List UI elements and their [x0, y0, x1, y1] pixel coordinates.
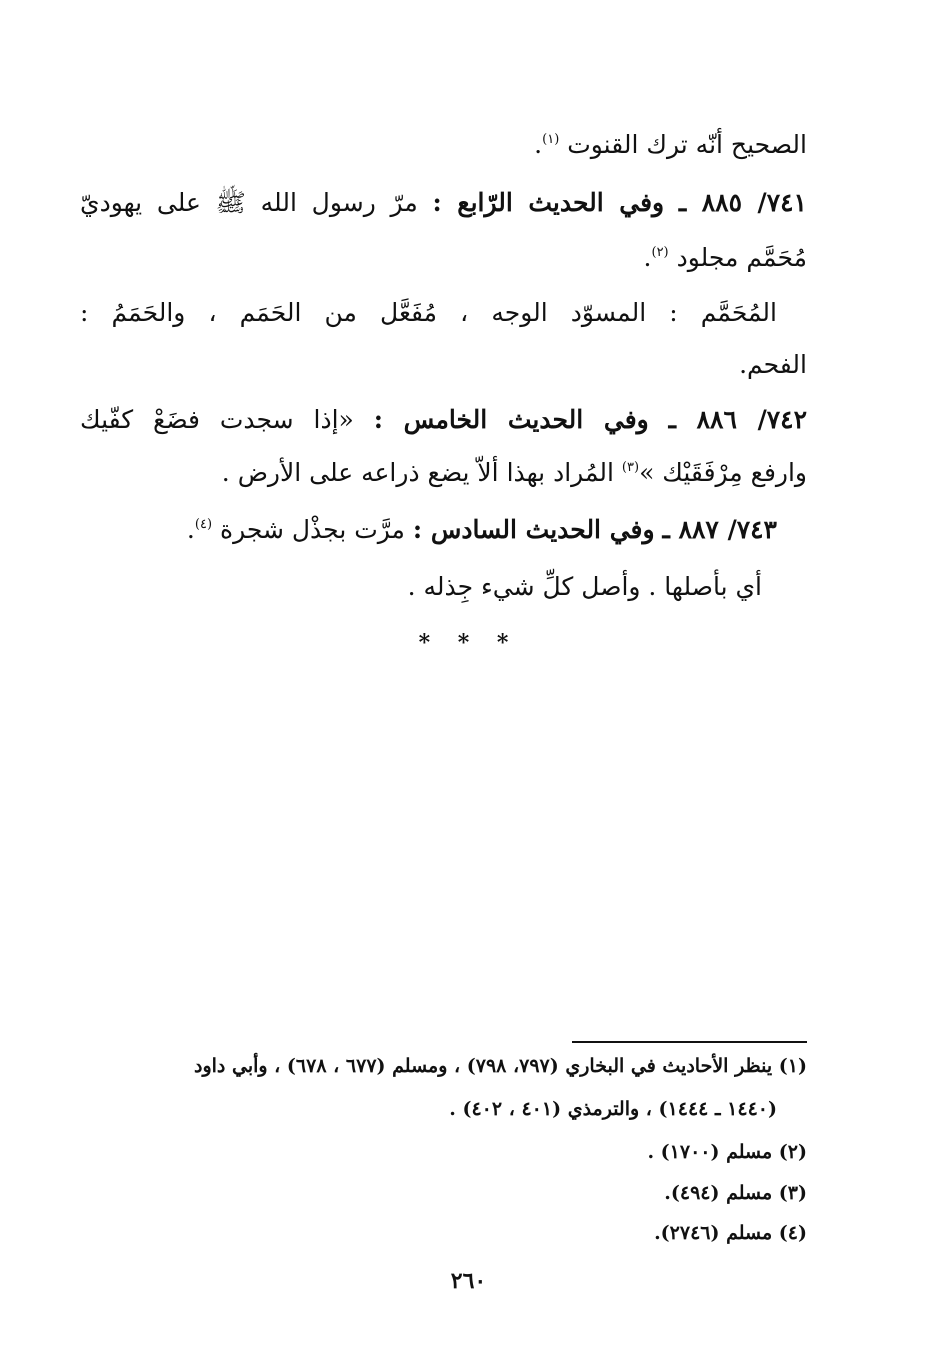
- footnote-2: (٢) مسلم (١٧٠٠) .: [647, 1141, 807, 1163]
- footnote-ref-2: (٢): [651, 245, 669, 260]
- footnote-ref-1: (١): [542, 132, 560, 147]
- page-number: ٢٦٠: [450, 1268, 487, 1294]
- footnote-ref-3: (٣): [621, 460, 640, 475]
- paragraph-line-3: [80, 238, 807, 278]
- hadith-number: ٧٤٣/ ٨٨٧ ـ: [662, 515, 777, 544]
- line-text: المُحَمَّم : المسوّد الوجه ، مُفَعَّل من الحَمَم ، والحَمَمُ :: [80, 298, 777, 327]
- line-text: المُراد بهذا ألاّ يضع ذراعه على الأرض .: [221, 458, 614, 487]
- line-text: الصحيح أنّه ترك القنوت: [567, 130, 807, 159]
- paragraph-line-1: [80, 125, 807, 165]
- definition-line: [80, 293, 777, 333]
- hadith-text: «إذا سجدت فضَعْ كفّيك: [80, 405, 354, 434]
- hadith-741-heading: [80, 183, 807, 223]
- line-end: .: [186, 515, 195, 544]
- hadith-text: مرّ رسول الله ﷺ على يهوديّ: [80, 188, 418, 217]
- hadith-title: وفي الحديث الخامس :: [373, 405, 649, 434]
- hadith-743-heading: [80, 510, 777, 550]
- hadith-title: وفي الحديث الرّابع :: [432, 188, 665, 217]
- footnote-4: (٤) مسلم (٢٧٤٦).: [654, 1222, 807, 1244]
- hadith-number: ٧٤١/ ٨٨٥ ـ: [678, 188, 807, 217]
- footnote-1-continued: (١٤٤٠ ـ ١٤٤٤) ، والترمذي (٤٠١ ، ٤٠٢) .: [449, 1098, 777, 1120]
- footnote-ref-4: (٤): [194, 517, 213, 532]
- footnote-3: (٣) مسلم (٤٩٤).: [664, 1182, 807, 1204]
- line-end: .: [534, 130, 543, 159]
- section-separator: * * *: [418, 630, 519, 656]
- footnote-1: (١) ينظر الأحاديث في البخاري (٧٩٧، ٧٩٨) ، ومسلم (٦٧٧ ، ٦٧٨) ، وأبي داود: [194, 1055, 807, 1077]
- hadith-title: وفي الحديث السادس :: [412, 515, 655, 544]
- hadith-number: ٧٤٢/ ٨٨٦ ـ: [668, 405, 808, 434]
- definition-line-end: [80, 345, 807, 385]
- footnote-divider: [572, 1041, 807, 1043]
- paragraph-line-7: [80, 453, 807, 493]
- paragraph-line-9: [80, 567, 762, 607]
- line-text: الفحم.: [739, 350, 807, 379]
- line-text: أي بأصلها . وأصل كلِّ شيء جِذله .: [407, 572, 762, 601]
- hadith-text: مرَّت بجذْل شجرة: [219, 515, 405, 544]
- hadith-742-heading: [80, 400, 807, 440]
- line-text: وارفع مِرْفَقَيْك »: [639, 458, 807, 487]
- line-end: .: [643, 243, 652, 272]
- line-text: مُحَمَّم مجلود: [676, 243, 807, 272]
